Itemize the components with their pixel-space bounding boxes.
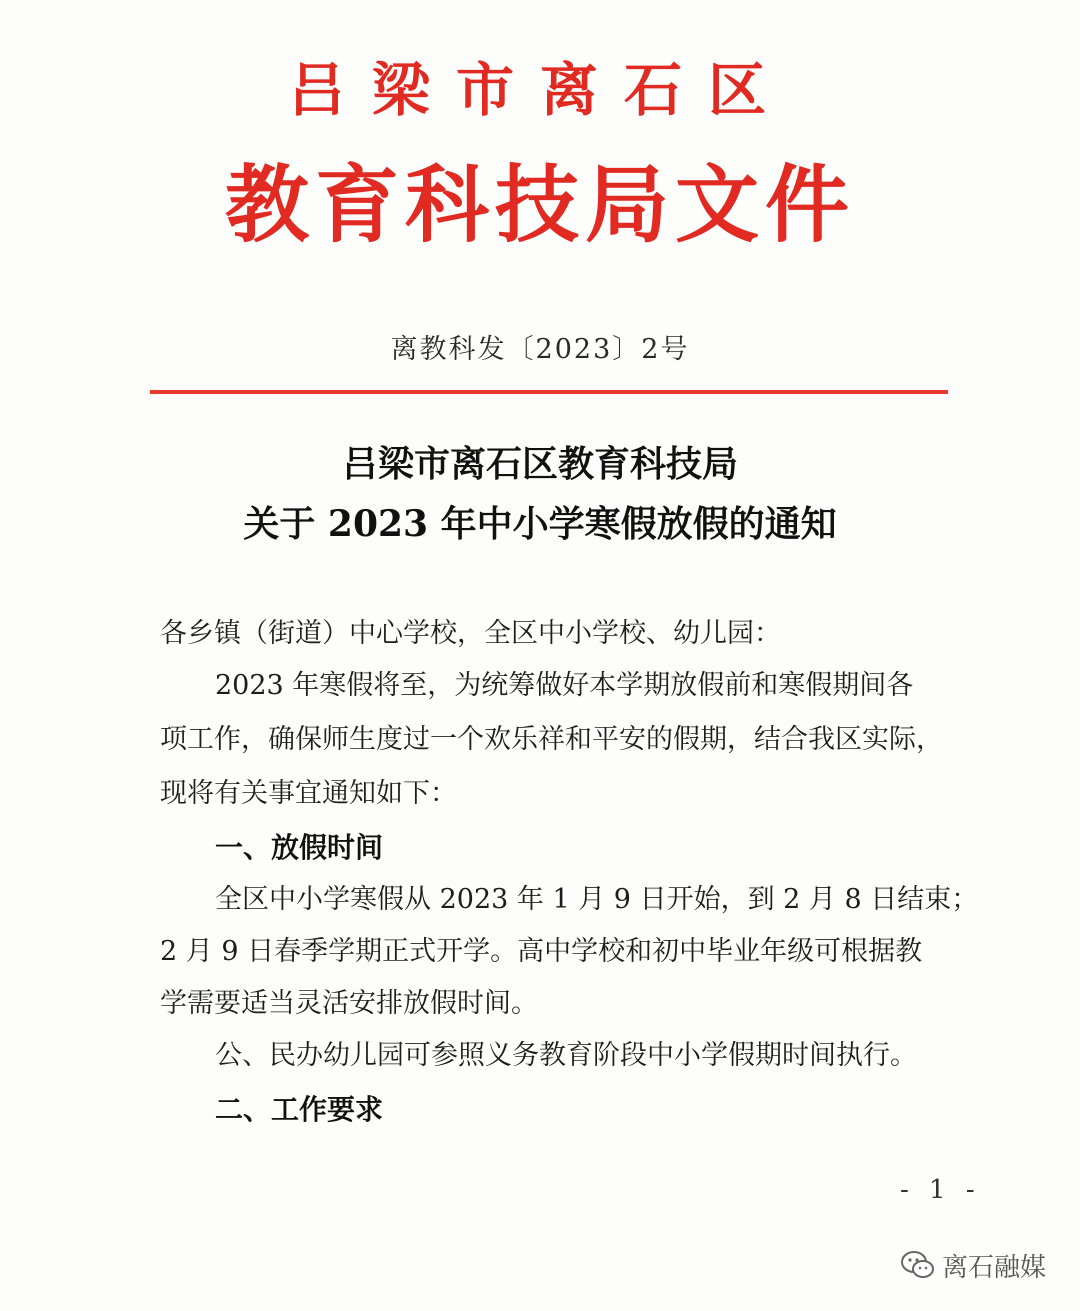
watermark-text: 离石融媒 [942, 1252, 1047, 1283]
intro-paragraph-line3: 现将有关事宜通知如下： [160, 778, 457, 809]
notice-title-line2: 关于 2023 年中小学寒假放假的通知 [243, 503, 837, 545]
section-heading-1: 一、放假时间 [215, 831, 384, 864]
section-heading-2: 二、工作要求 [215, 1093, 384, 1126]
document-type-heading: 教育科技局文件 [224, 155, 855, 254]
intro-paragraph-line2: 项工作，确保师生度过一个欢乐祥和平安的假期，结合我区实际， [160, 724, 943, 755]
red-divider-line [150, 390, 948, 394]
salutation: 各乡镇（街道）中心学校，全区中小学校、幼儿园： [160, 618, 781, 649]
section1-line1: 全区中小学寒假从 2023 年 1 月 9 日开始，到 2 月 8 日结束； [215, 884, 979, 915]
page-number: - 1 - [900, 1175, 981, 1205]
watermark [900, 1245, 1046, 1285]
notice-title-line1: 吕梁市离石区教育科技局 [341, 443, 738, 485]
issuer-name: 吕梁市离石区 [287, 56, 792, 124]
intro-paragraph-line1: 2023 年寒假将至，为统筹做好本学期放假前和寒假期间各 [215, 670, 914, 701]
wechat-icon [900, 1250, 936, 1280]
section1-line3: 学需要适当灵活安排放假时间。 [160, 988, 538, 1019]
section1-line2: 2 月 9 日春季学期正式开学。高中学校和初中毕业年级可根据教 [160, 936, 923, 967]
document-number: 离教科发〔2023〕2号 [390, 334, 690, 365]
section1-line4: 公、民办幼儿园可参照义务教育阶段中小学假期时间执行。 [215, 1040, 917, 1071]
